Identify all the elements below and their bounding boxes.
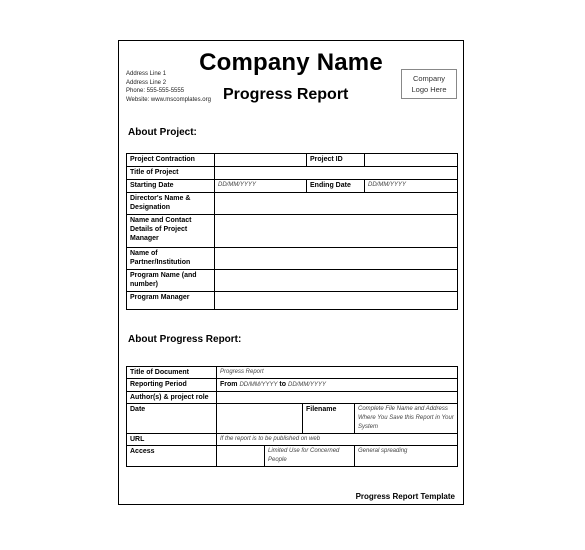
footer-label: Progress Report Template bbox=[355, 492, 455, 501]
field-ending-date[interactable]: DD/MM/YYYY bbox=[365, 180, 458, 193]
access-option-2: General spreading bbox=[355, 446, 458, 467]
field-program-manager[interactable] bbox=[215, 292, 458, 310]
label-url: URL bbox=[127, 434, 217, 446]
label-project-id: Project ID bbox=[307, 154, 365, 167]
table-row bbox=[127, 404, 458, 434]
label-partner: Name of Partner/Institution bbox=[127, 248, 215, 270]
table-row bbox=[127, 367, 458, 379]
field-reporting-period[interactable] bbox=[217, 379, 458, 392]
progress-table bbox=[126, 366, 458, 467]
field-partner[interactable] bbox=[215, 248, 458, 270]
label-program-name: Program Name (and number) bbox=[127, 270, 215, 292]
website: Website: www.mscomplates.org bbox=[126, 96, 211, 103]
period-from-value: DD/MM/YYYY bbox=[239, 382, 278, 388]
table-row bbox=[127, 379, 458, 392]
label-access: Access bbox=[127, 446, 217, 467]
field-director[interactable] bbox=[215, 193, 458, 215]
company-name: Company Name bbox=[199, 49, 383, 76]
field-project-id[interactable] bbox=[365, 154, 458, 167]
field-title-of-document[interactable]: Progress Report bbox=[217, 367, 458, 379]
table-row bbox=[127, 248, 458, 270]
about-progress-heading: About Progress Report: bbox=[128, 334, 242, 345]
label-program-manager: Program Manager bbox=[127, 292, 215, 310]
phone: Phone: 555-555-5555 bbox=[126, 88, 185, 94]
period-to-value: DD/MM/YYYY bbox=[287, 382, 326, 388]
label-title-of-document: Title of Document bbox=[127, 367, 217, 379]
label-reporting-period: Reporting Period bbox=[127, 379, 217, 392]
period-to-label: to bbox=[279, 381, 287, 388]
table-row bbox=[127, 167, 458, 180]
logo-placeholder bbox=[401, 69, 457, 99]
logo-text-1: Company bbox=[412, 74, 446, 83]
field-starting-date[interactable]: DD/MM/YYYY bbox=[215, 180, 307, 193]
label-date: Date bbox=[127, 404, 217, 434]
table-row bbox=[127, 292, 458, 310]
label-ending-date: Ending Date bbox=[307, 180, 365, 193]
table-row bbox=[127, 215, 458, 248]
field-title-of-project[interactable] bbox=[215, 167, 458, 180]
table-row bbox=[127, 270, 458, 292]
table-row bbox=[127, 446, 458, 467]
table-row bbox=[127, 434, 458, 446]
field-authors[interactable] bbox=[217, 392, 458, 404]
report-title: Progress Report bbox=[223, 86, 349, 103]
label-director: Director's Name & Designation bbox=[127, 193, 215, 215]
label-filename: Filename bbox=[303, 404, 355, 434]
access-checkbox-1[interactable] bbox=[217, 446, 265, 467]
report-page bbox=[118, 40, 464, 505]
address-line-2: Address Line 2 bbox=[126, 79, 167, 86]
table-row bbox=[127, 154, 458, 167]
label-title-of-project: Title of Project bbox=[127, 167, 215, 180]
field-date[interactable] bbox=[217, 404, 303, 434]
address-block bbox=[126, 70, 211, 104]
field-url[interactable]: If the report is to be published on web bbox=[217, 434, 458, 446]
field-project-contraction[interactable] bbox=[215, 154, 307, 167]
field-manager-contact[interactable] bbox=[215, 215, 458, 248]
table-row bbox=[127, 392, 458, 404]
table-row bbox=[127, 193, 458, 215]
logo-text-2: Logo Here bbox=[411, 85, 447, 94]
about-project-heading: About Project: bbox=[128, 127, 197, 138]
label-manager-contact: Name and Contact Details of Project Manager bbox=[127, 215, 215, 248]
label-authors: Author(s) & project role bbox=[127, 392, 217, 404]
access-option-1: Limited Use for Concerned People bbox=[265, 446, 355, 467]
period-from-label: From bbox=[220, 381, 238, 388]
table-row bbox=[127, 180, 458, 193]
field-filename[interactable]: Complete File Name and Address Where You Save this Report in Your System bbox=[355, 404, 458, 434]
project-table bbox=[126, 153, 458, 310]
address-line-1: Address Line 1 bbox=[126, 71, 167, 77]
label-project-contraction: Project Contraction bbox=[127, 154, 215, 167]
field-program-name[interactable] bbox=[215, 270, 458, 292]
label-starting-date: Starting Date bbox=[127, 180, 215, 193]
